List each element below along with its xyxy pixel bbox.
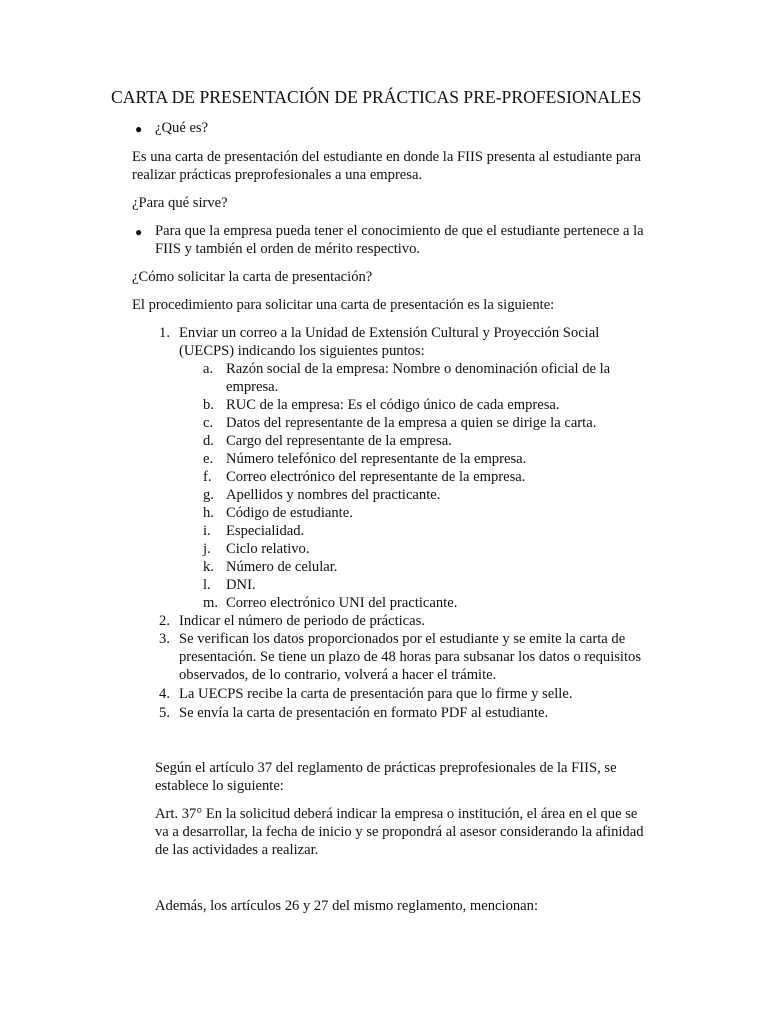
answer-purpose: Para que la empresa pueda tener el conocimiento de que el estudiante pertenece a la FIIS y también el orden de mérito respectivo.	[155, 223, 644, 257]
substep-text: Código de estudiante.	[226, 505, 353, 521]
substep-letter: c.	[203, 415, 214, 431]
substep-letter: j.	[203, 541, 211, 557]
substep-text: RUC de la empresa: Es el código único de cada empresa.	[226, 397, 560, 413]
substep-text: Razón social de la empresa: Nombre o denominación oficial de la empresa.	[226, 361, 611, 395]
substep-letter: d.	[203, 433, 214, 449]
step-number: 5.	[159, 705, 170, 721]
substep-letter: a.	[203, 361, 214, 377]
step-text: Se verifican los datos proporcionados por el estudiante y se emite la carta de presentación. Se tiene un plazo de 48 horas para subsanar los datos o requisitos observados, de lo contrario, volverá a hacer el trámite.	[179, 631, 642, 683]
bullet-dot: ●	[135, 225, 143, 239]
step-number: 1.	[159, 325, 170, 341]
procedure-intro: El procedimiento para solicitar una carta de presentación es la siguiente:	[132, 297, 555, 313]
substep-text: Datos del representante de la empresa a quien se dirige la carta.	[226, 415, 597, 431]
step-text: Enviar un correo a la Unidad de Extensión Cultural y Proyección Social (UECPS) indicando los siguientes puntos:	[179, 325, 600, 359]
substep-letter: f.	[203, 469, 212, 485]
question-what-is: ¿Qué es?	[155, 120, 209, 136]
articles-26-27-intro: Además, los artículos 26 y 27 del mismo reglamento, mencionan:	[155, 898, 539, 914]
substep-letter: k.	[203, 559, 214, 575]
article-intro: Según el artículo 37 del reglamento de prácticas preprofesionales de la FIIS, se establece lo siguiente:	[155, 760, 617, 794]
substep-text: Apellidos y nombres del practicante.	[226, 487, 441, 503]
substep-letter: l.	[203, 577, 211, 593]
substep-text: DNI.	[226, 577, 256, 593]
substep-text: Cargo del representante de la empresa.	[226, 433, 452, 449]
substep-letter: g.	[203, 487, 214, 503]
step-number: 2.	[159, 613, 170, 629]
answer-what-is: Es una carta de presentación del estudiante en donde la FIIS presenta al estudiante para realizar prácticas preprofesionales a una empresa.	[132, 149, 641, 183]
substep-letter: m.	[203, 595, 218, 611]
substep-letter: e.	[203, 451, 214, 467]
step-number: 4.	[159, 686, 170, 702]
substep-letter: h.	[203, 505, 214, 521]
substep-text: Especialidad.	[226, 523, 305, 539]
substep-letter: i.	[203, 523, 211, 539]
substep-text: Número telefónico del representante de la empresa.	[226, 451, 527, 467]
bullet-dot: ●	[135, 122, 143, 136]
substep-text: Correo electrónico UNI del practicante.	[226, 595, 458, 611]
page-title: CARTA DE PRESENTACIÓN DE PRÁCTICAS PRE-PROFESIONALES	[111, 87, 642, 107]
question-purpose: ¿Para qué sirve?	[132, 195, 228, 211]
substep-letter: b.	[203, 397, 214, 413]
question-how-to-request: ¿Cómo solicitar la carta de presentación?	[132, 269, 373, 285]
step-text: La UECPS recibe la carta de presentación para que lo firme y selle.	[179, 686, 573, 702]
article-37: Art. 37° En la solicitud deberá indicar la empresa o institución, el área en el que se va a desarrollar, la fecha de inicio y se propondrá al asesor considerando la afinidad de las actividades a realizar.	[155, 806, 644, 858]
substep-text: Correo electrónico del representante de la empresa.	[226, 469, 526, 485]
substep-text: Número de celular.	[226, 559, 338, 575]
step-number: 3.	[159, 631, 170, 647]
step-text: Indicar el número de periodo de prácticas.	[179, 613, 425, 629]
substep-text: Ciclo relativo.	[226, 541, 310, 557]
step-text: Se envía la carta de presentación en formato PDF al estudiante.	[179, 705, 549, 721]
